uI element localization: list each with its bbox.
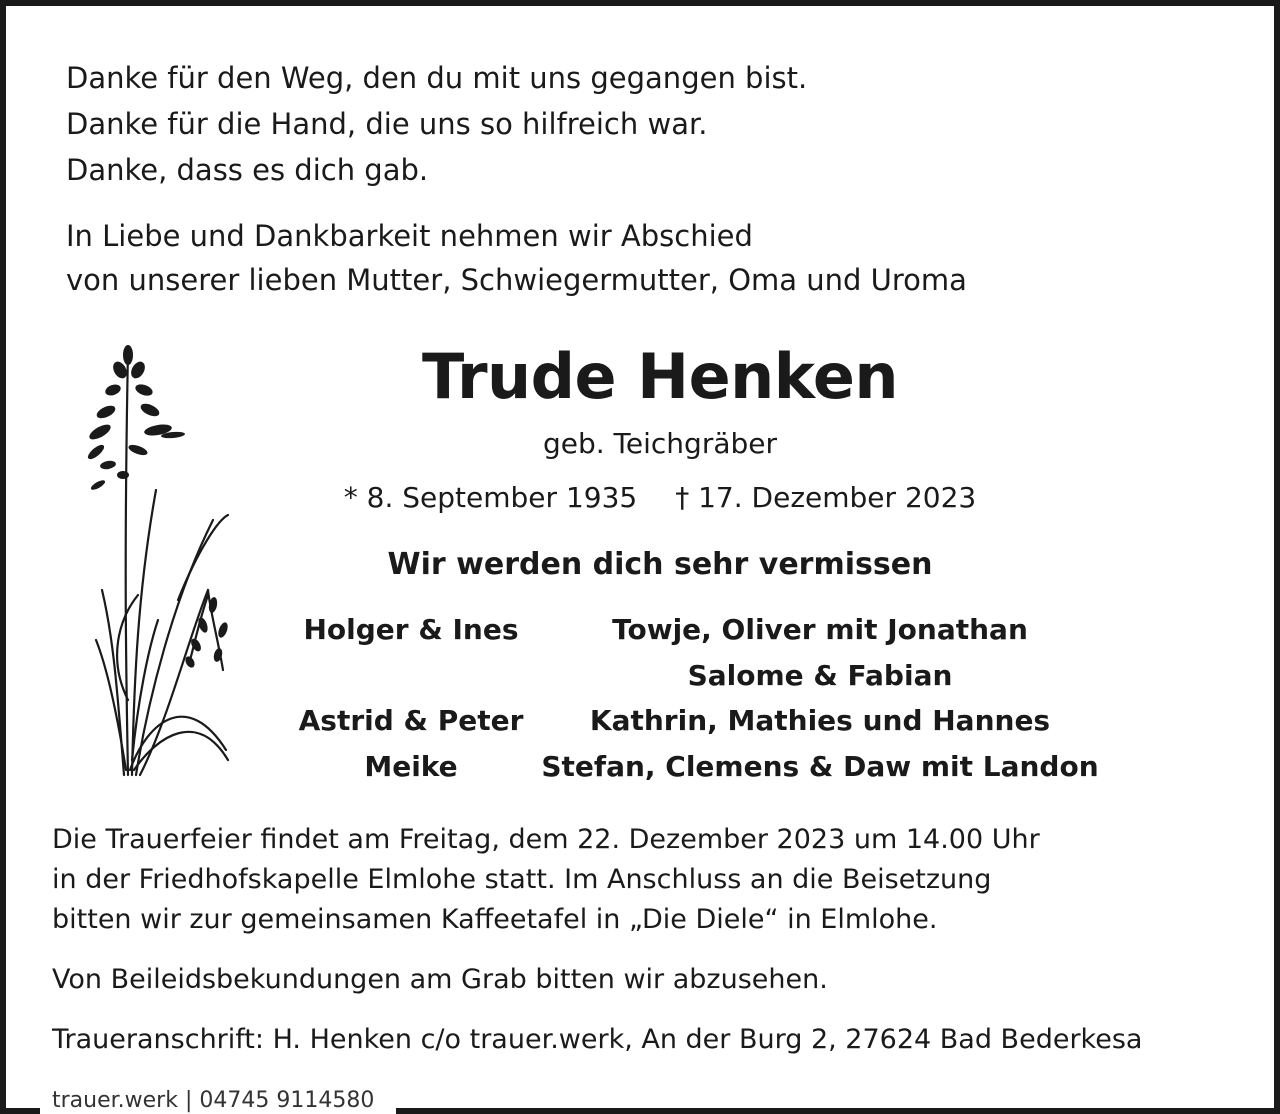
funeral-line-1: Die Trauerfeier findet am Freitag, dem 22. Dezember 2023 um 14.00 Uhr	[52, 824, 1040, 855]
family-right-4: Stefan, Clemens & Daw mit Landon	[541, 750, 1099, 783]
funeral-line-3: bitten wir zur gemeinsamen Kaffeetafel in „Die Diele“ in Elmlohe.	[52, 904, 938, 935]
family-left-3: Astrid & Peter	[298, 704, 524, 737]
family-right-2: Salome & Fabian	[687, 659, 953, 692]
mourning-address: Traueranschrift: H. Henken c/o trauer.werk, An der Burg 2, 27624 Bad Bederkesa	[52, 1024, 1143, 1055]
footer-contact: trauer.werk | 04745 9114580	[52, 1088, 375, 1113]
condolence-note: Von Beileidsbekundungen am Grab bitten wir abzusehen.	[52, 964, 828, 995]
family-left-1: Holger & Ines	[303, 613, 519, 646]
deceased-name: Trude Henken	[421, 340, 899, 413]
bottom-rule-left	[0, 1108, 40, 1114]
family-right-3: Kathrin, Mathies und Hannes	[589, 704, 1051, 737]
poem-line-3: Danke, dass es dich gab.	[66, 153, 429, 187]
life-dates	[0, 481, 1280, 514]
poem-line-1: Danke für den Weg, den du mit uns gegangen bist.	[66, 61, 808, 95]
bottom-rule-right	[396, 1108, 1280, 1114]
intro-line-2: von unserer lieben Mutter, Schwiegermutter, Oma und Uroma	[66, 263, 967, 297]
death-date: † 17. Dezember 2023	[675, 481, 977, 514]
birth-date: * 8. September 1935	[343, 481, 638, 514]
family-left-4: Meike	[364, 750, 458, 783]
farewell-message: Wir werden dich sehr vermissen	[387, 547, 933, 582]
intro-line-1: In Liebe und Dankbarkeit nehmen wir Abschied	[66, 219, 753, 253]
maiden-name: geb. Teichgräber	[542, 427, 778, 460]
poem-line-2: Danke für die Hand, die uns so hilfreich war.	[66, 107, 708, 141]
funeral-line-2: in der Friedhofskapelle Elmlohe statt. Im Anschluss an die Beisetzung	[52, 864, 992, 895]
family-right-1: Towje, Oliver mit Jonathan	[612, 613, 1028, 646]
